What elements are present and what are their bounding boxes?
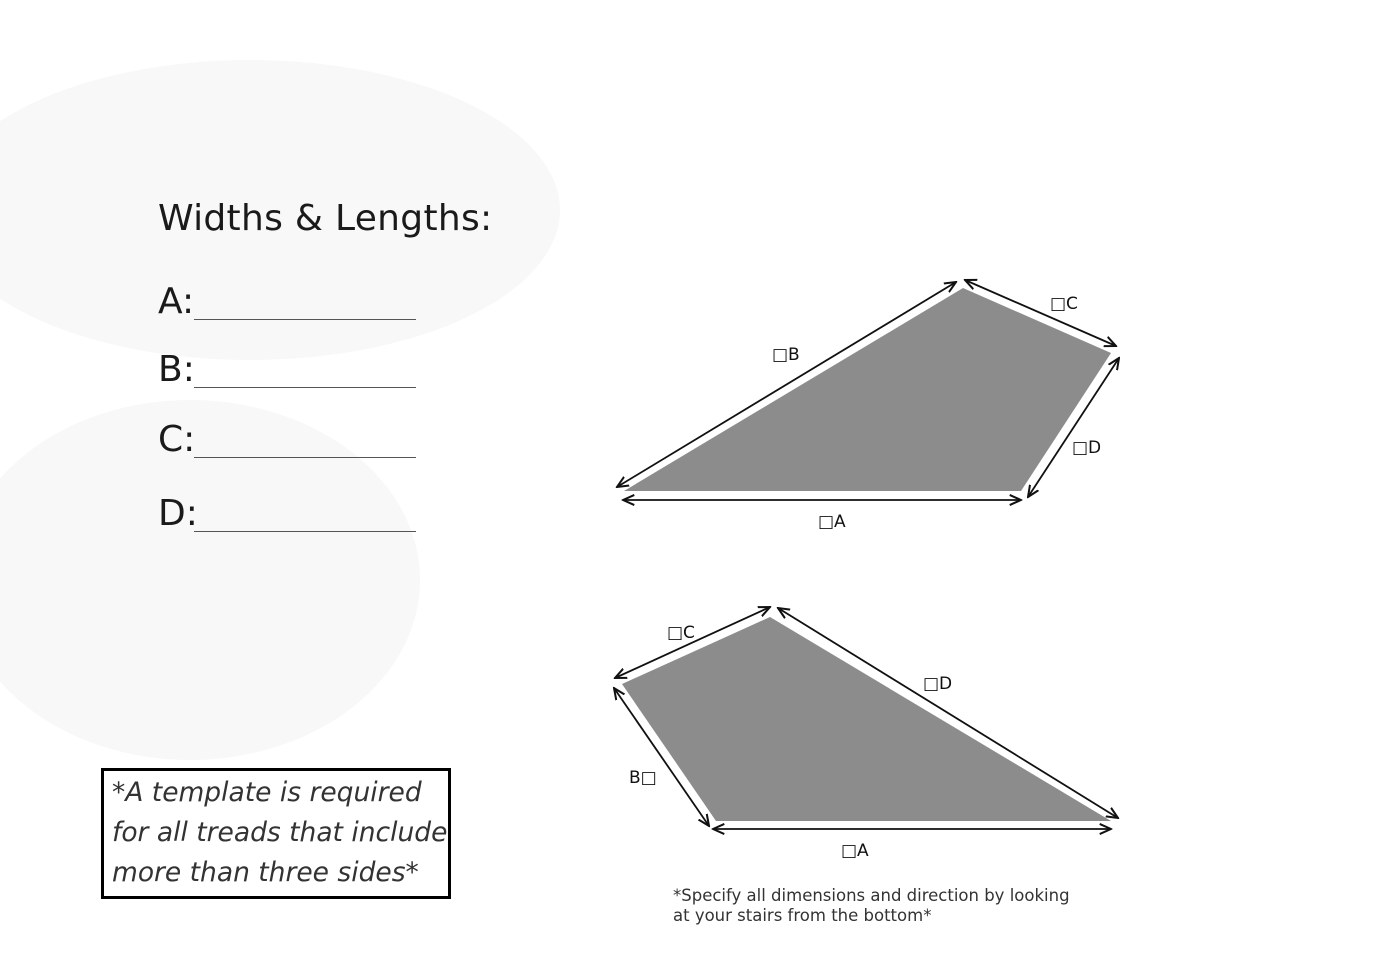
label-c: □C xyxy=(667,623,695,643)
field-label: C: xyxy=(158,419,196,460)
footnote: *Specify all dimensions and direction by looking at your stairs from the bottom* xyxy=(673,886,1070,925)
label-b: □B xyxy=(772,345,800,365)
label-d: □D xyxy=(1072,438,1102,458)
field-label: B: xyxy=(158,349,195,390)
label-c: □C xyxy=(1050,294,1078,314)
label-a: □A xyxy=(841,841,869,861)
field-label: D: xyxy=(158,493,198,534)
bottom-tread-shape xyxy=(622,617,1111,821)
label-a: □A xyxy=(818,512,846,532)
field-label: A: xyxy=(158,281,195,322)
bottom-tread-diagram xyxy=(614,607,1118,861)
top-tread-diagram xyxy=(617,280,1119,532)
label-b: B□ xyxy=(629,768,657,788)
top-tread-shape xyxy=(624,288,1111,491)
label-d: □D xyxy=(923,674,953,694)
page-title: Widths & Lengths: xyxy=(158,198,493,239)
template-note-text: *A template is required for all treads that include more than three sides* xyxy=(112,777,448,888)
